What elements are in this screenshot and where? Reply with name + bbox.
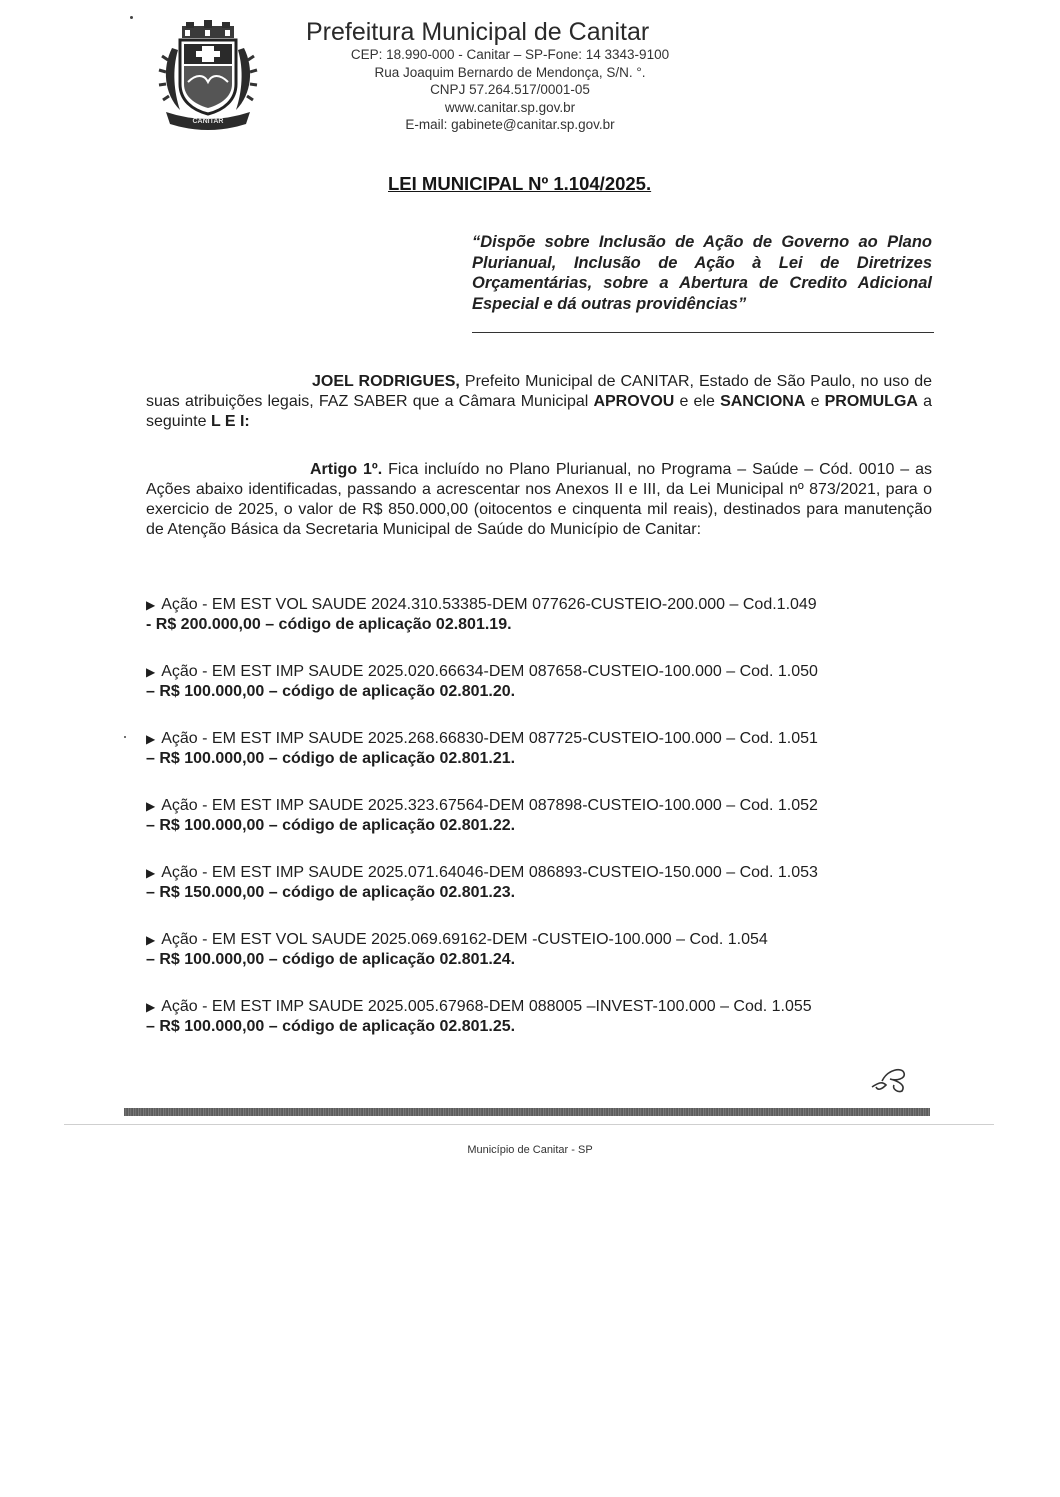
intro-text-2: e ele	[674, 393, 721, 410]
triangle-bullet-icon: ▶	[146, 933, 156, 947]
municipal-coat-of-arms-icon	[158, 20, 258, 132]
action-description: Ação - EM EST IMP SAUDE 2025.005.67968-DEM 088005 –INVEST-100.000 – Cod. 1.055	[161, 998, 812, 1015]
triangle-bullet-icon: ▶	[146, 665, 156, 679]
intro-text-1: Prefeito Municipal de CANITAR, Estado de São Paulo, no uso de suas atribuições legais, FAZ SABER que a Câmara Municipal	[146, 373, 932, 410]
action-item	[146, 930, 936, 997]
triangle-bullet-icon: ▶	[146, 598, 156, 612]
header-cnpj: CNPJ 57.264.517/0001-05	[430, 82, 590, 97]
header-address: Rua Joaquim Bernardo de Mendonça, S/N. °.	[374, 64, 646, 80]
action-description: Ação - EM EST IMP SAUDE 2025.071.64046-DEM 086893-CUSTEIO-150.000 – Cod. 1.053	[161, 864, 818, 881]
intro-text-4: a seguinte	[146, 393, 933, 430]
header-email: E-mail: gabinete@canitar.sp.gov.br	[405, 117, 615, 132]
intro-promulga: PROMULGA	[824, 393, 918, 410]
action-item	[146, 595, 936, 662]
article-1-paragraph	[146, 460, 932, 540]
law-ementa: “Dispõe sobre Inclusão de Ação de Governo ao Plano Plurianual, Inclusão de Ação à Lei de Diretrizes Orçamentárias, sobre a Abertura de Credito Adicional Especial e dá outras providências”	[472, 233, 932, 313]
header-website: www.canitar.sp.gov.br	[444, 99, 576, 115]
handwritten-initial	[868, 1063, 914, 1095]
intro-sanciona: SANCIONA	[720, 393, 806, 410]
footer-bar	[124, 1108, 930, 1116]
triangle-bullet-icon: ▶	[146, 866, 156, 880]
footer-rule	[64, 1124, 994, 1125]
crest-banner-text: CANITAR	[192, 118, 224, 125]
header-cep-phone: CEP: 18.990-000 - Canitar – SP-Fone: 14 3343-9100	[350, 47, 670, 62]
action-amount: - R$ 200.000,00 – código de aplicação 02.801.19.	[146, 616, 512, 633]
article-1-label: Artigo 1º.	[310, 461, 383, 478]
action-amount: – R$ 150.000,00 – código de aplicação 02.801.23.	[146, 884, 516, 901]
triangle-bullet-icon: ▶	[146, 1000, 156, 1014]
mayor-name: JOEL RODRIGUES,	[312, 373, 460, 390]
action-item	[146, 997, 936, 1064]
organization-name: Prefeitura Municipal de Canitar	[306, 18, 650, 46]
action-amount: – R$ 100.000,00 – código de aplicação 02.801.20.	[146, 683, 516, 700]
action-description: Ação - EM EST VOL SAUDE 2025.069.69162-DEM -CUSTEIO-100.000 – Cod. 1.054	[161, 931, 768, 948]
action-item	[146, 796, 936, 863]
action-item	[146, 863, 936, 930]
article-1-text: Fica incluído no Plano Plurianual, no Programa – Saúde – Cód. 0010 – as Ações abaixo identificadas, passando a acrescentar nos Anexos II e III, da Lei Municipal nº 873/2021, para o exercicio de 2025, o valor de R$ 850.000,00 (oitocentos e cinquenta mil reais), destinados para manutenção de Atenção Básica da Secretaria Municipal de Saúde do Município de Canitar:	[146, 461, 932, 538]
header-contact-block	[310, 46, 710, 134]
action-item	[146, 729, 936, 796]
triangle-bullet-icon: ▶	[146, 799, 156, 813]
intro-aprovou: APROVOU	[593, 393, 675, 410]
law-title: LEI MUNICIPAL Nº 1.104/2025.	[388, 173, 652, 194]
action-description: Ação - EM EST VOL SAUDE 2024.310.53385-DEM 077626-CUSTEIO-200.000 – Cod.1.049	[161, 596, 817, 613]
action-description: Ação - EM EST IMP SAUDE 2025.268.66830-DEM 087725-CUSTEIO-100.000 – Cod. 1.051	[161, 730, 818, 747]
intro-text-3: e	[805, 393, 825, 410]
action-amount: – R$ 100.000,00 – código de aplicação 02.801.22.	[146, 817, 516, 834]
action-description: Ação - EM EST IMP SAUDE 2025.323.67564-DEM 087898-CUSTEIO-100.000 – Cod. 1.052	[161, 797, 818, 814]
action-item	[146, 662, 936, 729]
scan-speck	[130, 16, 133, 19]
intro-paragraph	[146, 372, 932, 432]
footer-text: Município de Canitar - SP	[467, 1144, 593, 1156]
action-amount: – R$ 100.000,00 – código de aplicação 02.801.25.	[146, 1018, 516, 1035]
ementa-underline	[472, 332, 934, 333]
actions-list	[146, 595, 936, 1064]
intro-lei: L E I:	[210, 413, 250, 430]
scan-speck	[124, 736, 126, 738]
action-amount: – R$ 100.000,00 – código de aplicação 02.801.21.	[146, 750, 516, 767]
action-amount: – R$ 100.000,00 – código de aplicação 02.801.24.	[146, 951, 516, 968]
action-description: Ação - EM EST IMP SAUDE 2025.020.66634-DEM 087658-CUSTEIO-100.000 – Cod. 1.050	[161, 663, 818, 680]
triangle-bullet-icon: ▶	[146, 732, 156, 746]
